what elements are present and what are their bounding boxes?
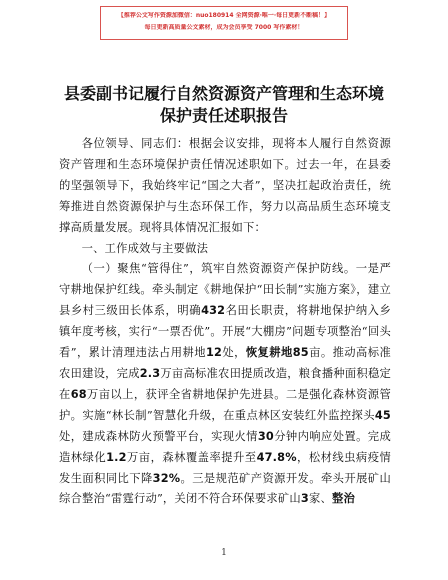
figure-afforestation: 1.2 [106,450,127,464]
figure-farmland-upgrade: 2.3 [139,366,161,380]
text-span: 。三是规范矿产资源开发。牵头开展矿山综合整治“雷霆行动”，关闭不符合环保要求矿山 [59,471,391,506]
text-span: 处， [222,346,246,360]
promo-banner-line-1: 【推荐公文写作资源加微信：nuo180914 全网资源·唯一·每日更新不断稿！】 [117,12,331,19]
text-span: 名田长职责，将耕地保护纳入乡镇年度考核，实行“一票否优”。开展“大棚房”问题专项整治“回头看”，累计清理违法占用耕地 [59,304,391,360]
document-body [59,134,391,510]
promo-banner [100,6,348,40]
page-number: 1 [221,548,227,558]
intro-paragraph: 各位领导、同志们：根据会议安排，现将本人履行自然资源资产管理和生态环境保护责任情况述职如下。过去一年，在县委的坚强领导下，我始终牢记“国之大者”，坚决扛起政治责任，统筹推进自然资源保护与生态环保工作，努力以高品质生态环境支撑高质量发展。现将具体情况汇报如下： [59,137,391,234]
text-span: 处，建成森林防火预警平台，实现火情 [59,429,258,443]
figure-restored-mu: 85 [292,346,309,360]
text-span: 家、 [308,492,332,506]
text-span: ，松材线虫病疫情发生面积同比下降 [59,450,391,485]
text-span: 亩。推动高标准农田建设，完成 [59,346,391,380]
figure-response-minutes: 30 [257,429,274,443]
text-span: （一）聚焦“管得住”，筑牢自然资源资产保护防线。一是严守耕地保护红线。牵头制定《耕地保护“田长制”实施方案》，建立县乡村三级田长体系，明确 [59,262,391,318]
bold-restore-farmland: 恢复耕地 [245,346,293,360]
bold-rectify: 整治 [331,492,355,506]
text-span: 万亩，森林覆盖率提升至 [126,450,257,464]
figure-cameras: 45 [374,408,391,422]
text-span: 万亩以上，获评全省耕地保护先进县。二是强化森林资源管护。实施“林长制”智慧化升级，在重点林区安装红外监控探头 [59,387,392,422]
paragraph-resource-protection [59,259,391,510]
document-title-line-2: 保护责任述职报告 [159,106,288,125]
text-span: 分钟内响应处置。完成造林绿化 [59,429,391,464]
figure-closed-mines: 3 [300,492,309,506]
figure-cleared-sites: 12 [205,346,223,360]
promo-banner-line-2: 每日更新高质量公文素材，成为会员享受 7000 写作素材！ [144,24,304,31]
figure-decline-rate: 32% [152,471,181,485]
text-span: 万亩高标准农田提质改造，粮食播种面积稳定在 [59,366,391,401]
figure-tianzhang-count: 432 [201,304,226,318]
document-title-line-1: 县委副书记履行自然资源资产管理和生态环境 [63,84,384,103]
figure-grain-area: 68 [70,387,87,401]
section-heading-1: 一、工作成效与主要做法 [81,241,209,255]
figure-forest-coverage: 47.8% [256,450,297,464]
